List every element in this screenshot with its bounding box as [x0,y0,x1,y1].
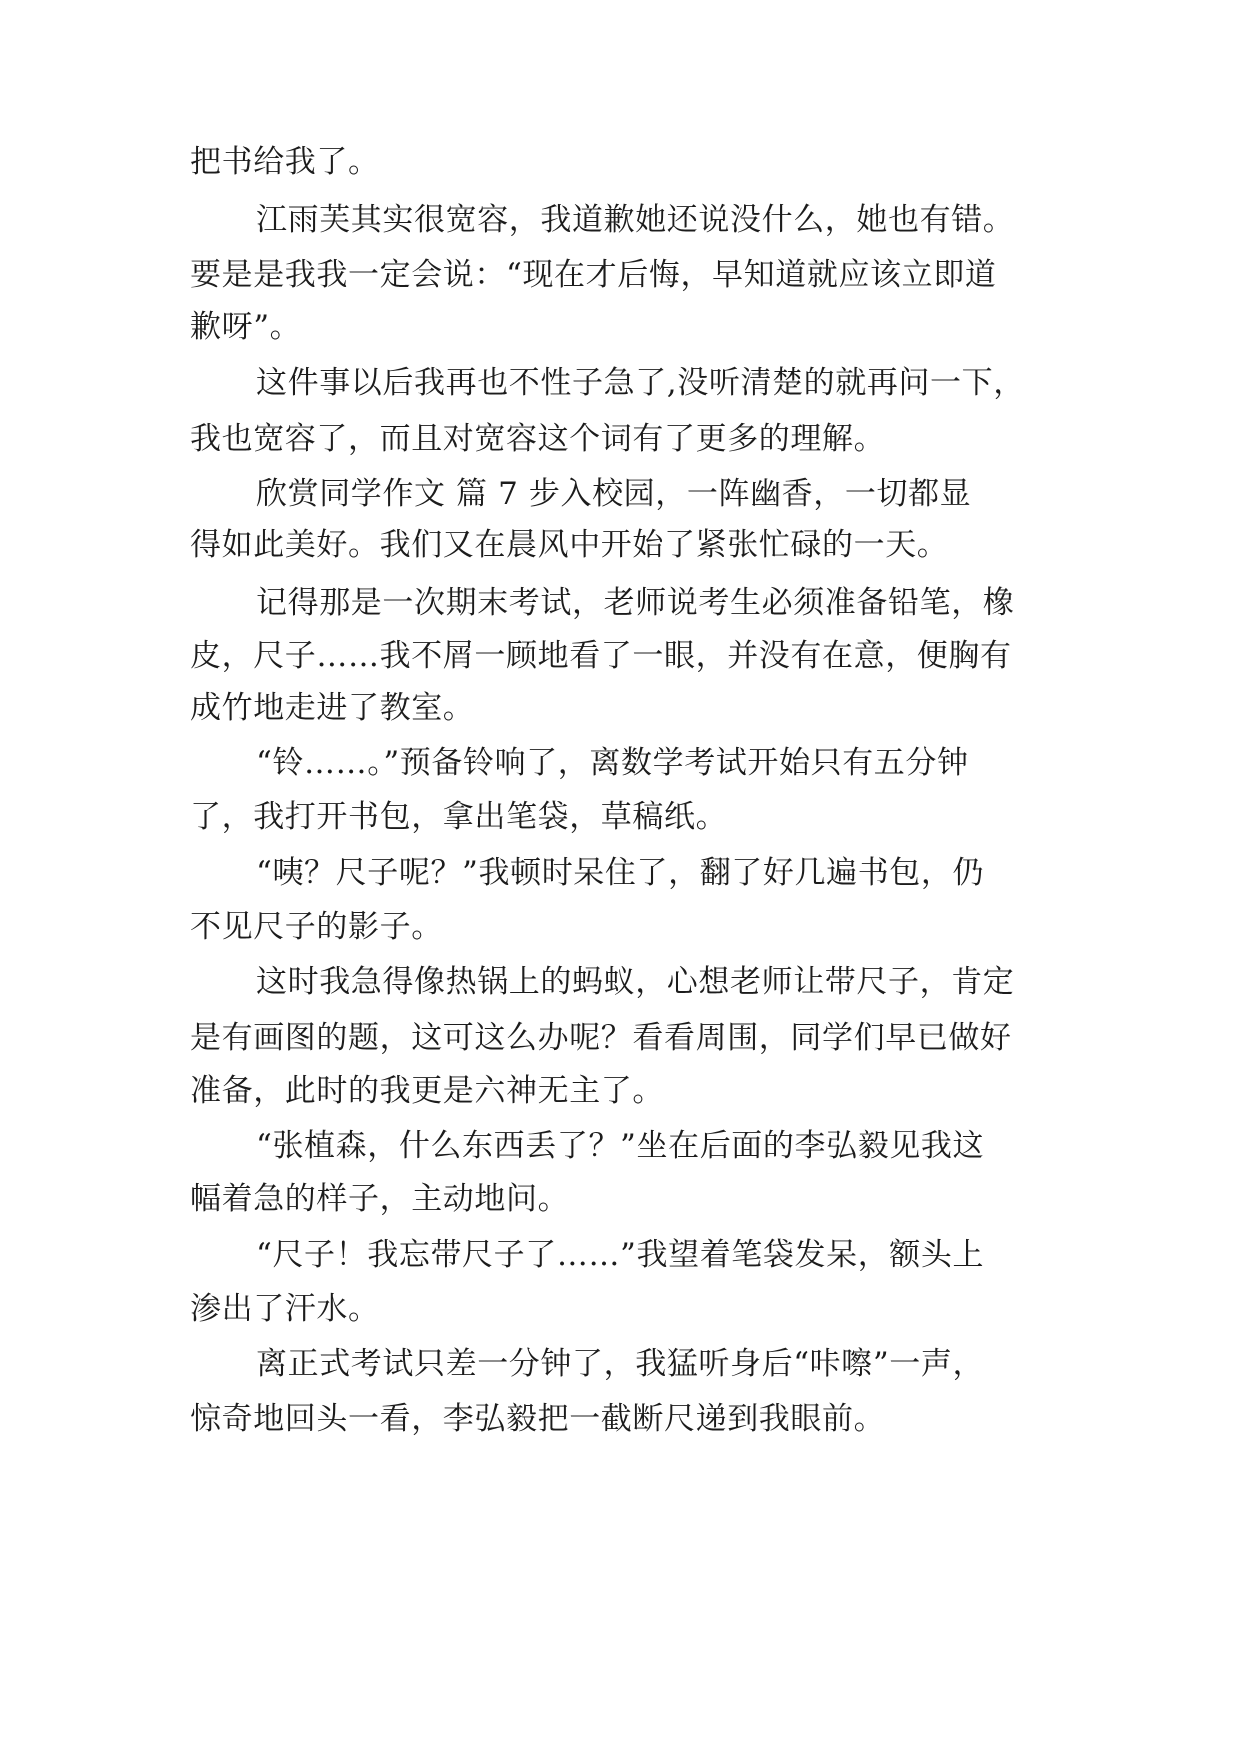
text-line: 是有画图的题，这可这么办呢？看看周围，同学们早已做好 [190,1020,1012,1056]
text-line: 离正式考试只差一分钟了，我猛听身后“咔嚓”一声， [256,1346,985,1382]
text-line: 歉呀”。 [190,309,302,345]
text-line: “铃……。”预备铃响了，离数学考试开始只有五分钟 [256,745,969,781]
text-line: 把书给我了。 [190,144,380,180]
text-line: 渗出了汗水。 [190,1291,380,1327]
text-line: 幅着急的样子，主动地问。 [190,1181,570,1217]
text-line: 准备，此时的我更是六神无主了。 [190,1073,664,1109]
text-line: “张植森，什么东西丢了？”坐在后面的李弘毅见我这 [256,1128,985,1164]
text-line: 我也宽容了，而且对宽容这个词有了更多的理解。 [190,421,886,457]
text-line: 皮，尺子……我不屑一顾地看了一眼，并没有在意，便胸有 [190,638,1012,674]
text-line: 这件事以后我再也不性子急了,没听清楚的就再问一下， [256,365,1025,401]
text-line: 欣赏同学作文 篇 7 步入校园，一阵幽香，一切都显 [256,476,972,512]
text-line: 要是是我我一定会说：“现在才后悔，早知道就应该立即道 [190,257,997,293]
text-line: 记得那是一次期末考试，老师说考生必须准备铅笔，橡 [256,585,1015,621]
text-line: 不见尺子的影子。 [190,909,443,945]
text-line: 惊奇地回头一看，李弘毅把一截断尺递到我眼前。 [190,1401,886,1437]
text-line: 得如此美好。我们又在晨风中开始了紧张忙碌的一天。 [190,527,949,563]
text-line: 江雨芙其实很宽容，我道歉她还说没什么，她也有错。 [256,202,1015,238]
text-line: 这时我急得像热锅上的蚂蚁，心想老师让带尺子，肯定 [256,964,1015,1000]
text-line: “咦？尺子呢？”我顿时呆住了，翻了好几遍书包，仍 [256,855,985,891]
text-line: 成竹地走进了教室。 [190,690,475,726]
text-line: 了，我打开书包，拿出笔袋，草稿纸。 [190,799,728,835]
text-line: “尺子！我忘带尺子了……”我望着笔袋发呆，额头上 [256,1237,985,1273]
